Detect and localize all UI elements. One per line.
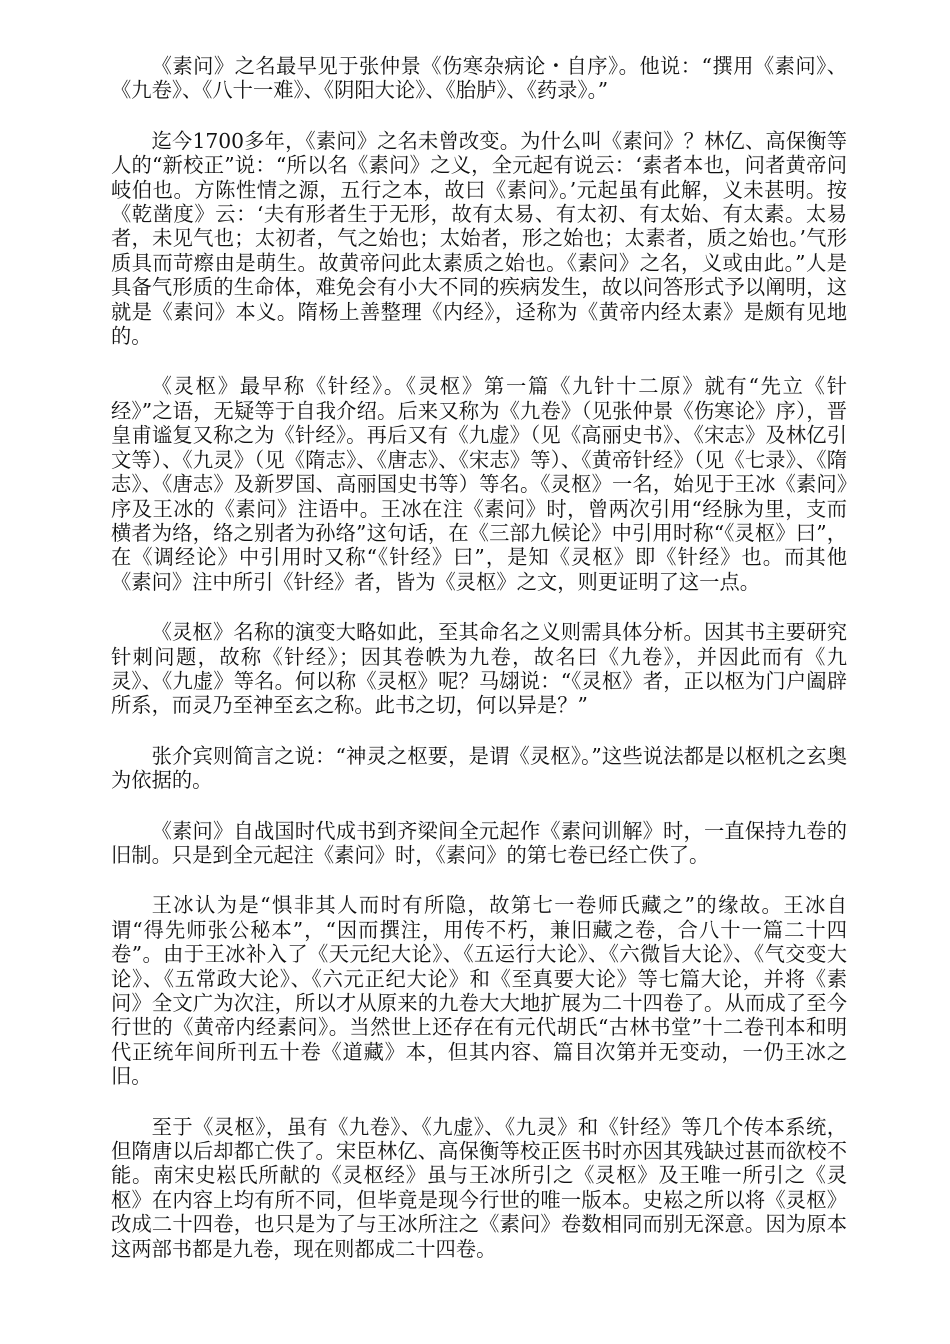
paragraph-lingshu-names: 《灵枢》最早称《针经》。《灵枢》第一篇《九针十二原》就有“先立《针经》”之语，无疑等于自我介绍。后来又称为《九卷》（见张仲景《伤寒论》序），晋皇甫谧复又称之为《针经》。再后又有《九虚》（见《高丽史书》、《宋志》及林亿引文等）、《九灵》（见《隋志》、《唐志》、《宋志》等）、《黄帝针经》（见《七录》、《隋志》、《唐志》及新罗国、高丽国史书等）等名。《灵枢》一名，始见于王冰《素问》序及王冰的《素问》注语中。王冰在注《素问》时，曾两次引用“经脉为里，支而横者为络，络之别者为孙络”这句话，在《三部九候论》中引用时称“《灵枢》曰”，在《调经论》中引用时又称“《针经》曰”，是知《灵枢》即《针经》也。而其他《素问》注中所引《针经》者，皆为《灵枢》之文，则更证明了这一点。 [111, 374, 847, 594]
paragraph-suwen-origin: 《素问》之名最早见于张仲景《伤寒杂病论・自序》。他说：“撰用《素问》、《九卷》、《八十一难》、《阴阳大论》、《胎胪》、《药录》。” [111, 54, 847, 103]
paragraph-lingshu-transmission: 至于《灵枢》，虽有《九卷》、《九虚》、《九灵》和《针经》等几个传本系统，但隋唐以后却都亡佚了。宋臣林亿、高保衡等校正医书时亦因其残缺过甚而欲校不能。南宋史崧氏所献的《灵枢经》虽与王冰所引之《灵枢》及王唯一所引之《灵枢》在内容上均有所不同，但毕竟是现今行世的唯一版本。史崧之所以将《灵枢》改成二十四卷，也只是为了与王冰所注之《素问》卷数相同而别无深意。因为原本这两部书都是九卷，现在则都成二十四卷。 [111, 1114, 847, 1261]
paragraph-lingshu-naming: 《灵枢》名称的演变大略如此，至其命名之义则需具体分析。因其书主要研究针刺问题，故称《针经》；因其卷帙为九卷，故名曰《九卷》，并因此而有《九灵》、《九虚》等名。何以称《灵枢》呢？马翃说：“《灵枢》者，正以枢为门户阖辟所系，而灵乃至神至玄之称。此书之切，何以异是？” [111, 620, 847, 718]
paragraph-wang-bing: 王冰认为是“惧非其人而时有所隐，故第七一卷师氏藏之”的缘故。王冰自谓“得先师张公秘本”，“因而撰注，用传不朽，兼旧藏之卷，合八十一篇二十四卷”。由于王冰补入了《天元纪大论》、《五运行大论》、《六微旨大论》、《气交变大论》、《五常政大论》、《六元正纪大论》和《至真要大论》等七篇大论，并将《素问》全文广为次注，所以才从原来的九卷大大地扩展为二十四卷了。从而成了至今行世的《黄帝内经素问》。当然世上还存在有元代胡氏“古林书堂”十二卷刊本和明代正统年间所刊五十卷《道藏》本，但其内容、篇目次第并无变动，一仍王冰之旧。 [111, 893, 847, 1089]
document-page [111, 54, 847, 1287]
paragraph-suwen-volumes: 《素问》自战国时代成书到齐梁间全元起作《素问训解》时，一直保持九卷的旧制。只是到全元起注《素问》时，《素问》的第七卷已经亡佚了。 [111, 818, 847, 867]
paragraph-zhang-jiebin: 张介宾则简言之说：“神灵之枢要，是谓《灵枢》。”这些说法都是以枢机之玄奥为依据的。 [111, 743, 847, 793]
paragraph-suwen-meaning: 迄今1700多年，《素问》之名未曾改变。为什么叫《素问》？林亿、高保衡等人的“新校正”说：“所以名《素问》之义，全元起有说云：‘素者本也，问者黄帝问岐伯也。方陈性情之源，五行之本，故曰《素问》。’元起虽有此解，义未甚明。按《乾凿度》云：‘夫有形者生于无形，故有太易、有太初、有太始、有太素。太易者，未见气也；太初者，气之始也；太始者，形之始也；太素者，质之始也。’气形质具而苛瘵由是萌生。故黄帝问此太素质之始也。《素问》之名，义或由此。”人是具备气形质的生命体，难免会有小大不同的疾病发生，故以问答形式予以阐明，这就是《素问》本义。隋杨上善整理《内经》，迳称为《黄帝内经太素》是颇有见地的。 [111, 128, 847, 349]
